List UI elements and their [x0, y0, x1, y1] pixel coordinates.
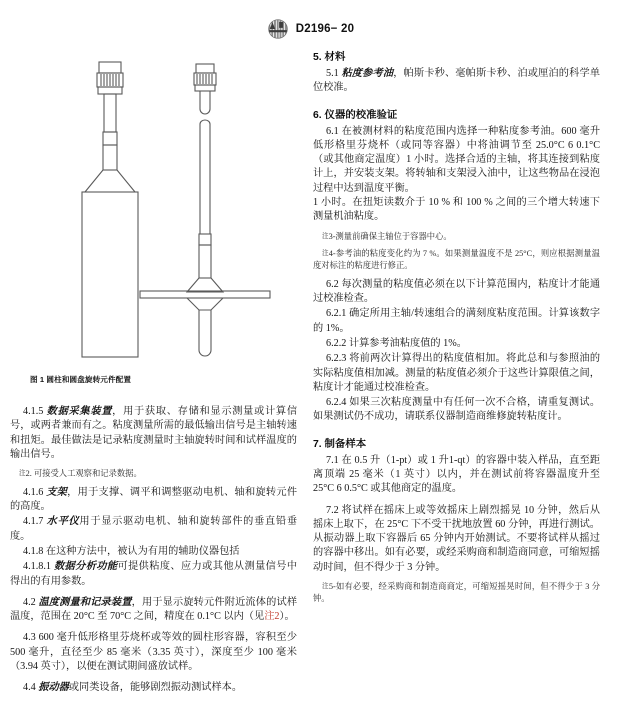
right-column [305, 46, 600, 697]
page-body [0, 46, 621, 697]
para-text-4-1-6: ，用于支撑、调平和调整驱动电机、轴和旋转元件的高度。 [10, 486, 298, 513]
para-number-6-2-2: 6.2.2 [326, 338, 347, 349]
para-term-4-1-8-1: 数据分析功能 [53, 561, 118, 573]
para-term-4-1-7: 水平仪 [46, 516, 80, 528]
para-number-4-2: 4.2 [23, 596, 36, 608]
para-number-7-2: 7.2 [326, 504, 339, 516]
para-term-4-1-6: 支架 [46, 486, 68, 498]
para-number-4-1-5: 4.1.5 [23, 406, 44, 417]
para-text-4-1-8: 在这种方法中，被认为有用的辅助仪器包括 [45, 546, 240, 558]
para-text-4-2-after: ）。 [279, 611, 295, 623]
para-text-6-1b: 1 小时。在扭矩读数介于 10 % 和 100 % 之间的三个增大转速下测量机油粘度。 [313, 196, 600, 223]
para-number-6-2-3: 6.2.3 [326, 353, 347, 365]
paragraph-4-2 [10, 596, 297, 625]
figure-text-spacer [10, 385, 297, 405]
para-number-6-2-4: 6.2.4 [326, 397, 347, 409]
disc-spindle [140, 64, 270, 356]
para-text-6-2-2: 计算参考油粘度值的 1%。 [348, 338, 467, 349]
section-heading-7: 7. 制备样本 [313, 438, 367, 450]
note-3 [313, 231, 600, 243]
note-2-link[interactable]: 注2 [264, 611, 280, 623]
para-text-5-1: ，帕斯卡秒、毫帕斯卡秒、泊或厘泊的科学单位校准。 [313, 68, 601, 94]
para-number-4-3: 4.3 [23, 632, 36, 644]
para-text-4-1-8-1: 可提供粘度、应力或其他从测量信号中得出的有用参数。 [10, 561, 298, 587]
note-text-4: 4-参考油的粘度变化约为 7 %。如果测量温度不是 25°C，则应根据测量温度对标注的粘度进行修正。 [313, 249, 600, 271]
section-heading-5: 5. 材料 [313, 52, 346, 63]
paragraph-7-2 [313, 504, 600, 575]
para-term-4-2: 温度测量和记录装置 [38, 596, 132, 608]
para-number-4-1-7: 4.1.7 [23, 516, 44, 528]
para-text-6-2-3: 将前两次计算得出的粘度值相加。将此总和与参照油的实际粘度值相加减。测量的粘度值必须介于这些计算限值之间，粘度计才能通过校准检查。 [313, 353, 601, 393]
note-text-5: 5-如有必要，经采购商和制造商商定，可缩短摇晃时间，但不得少于 3 分钟。 [313, 581, 601, 603]
para-text-4-2: ，用于显示旋转元件附近流体的试样温度，范围在 20°C 至 70°C 之间，精度在 0.1°C 以内（见 [10, 596, 298, 623]
para-number-5-1: 5.1 [326, 68, 339, 79]
note-tag-3: 注 [322, 232, 329, 240]
para-text-4-3: 600 毫升低形格里芬烧杯或等效的圆柱形容器，容积至少 500 毫升，直径至少 85 毫米（3.35 英寸），深度至少 100 毫米（3.94 英寸），以便在测试期间盛放试样。 [10, 632, 298, 672]
paragraph-6-1 [313, 125, 600, 196]
para-number-6-1: 6.1 [326, 125, 339, 137]
left-column [10, 46, 305, 697]
paragraph-4-1-8-1 [10, 560, 297, 589]
page-header [0, 0, 621, 46]
paragraph-4-3 [10, 631, 297, 674]
paragraph-6-1-continued [313, 196, 600, 225]
para-number-4-1-6: 4.1.6 [23, 486, 44, 498]
paragraph-6-2 [313, 278, 600, 307]
para-term-4-4: 振动器 [38, 682, 69, 694]
document-designation: D2196− 20 [295, 23, 355, 35]
para-number-7-1: 7.1 [326, 454, 339, 466]
paragraph-4-1-7 [10, 515, 297, 544]
figure-caption: 图 1 圆柱和圆盘旋转元件配置 [30, 375, 132, 384]
para-text-6-2: 每次测量的粘度值必须在以下计算范围内，粘度计才能通过校准检查。 [313, 278, 601, 305]
section-heading-6: 6. 仪器的校准验证 [313, 109, 398, 121]
paragraph-7-1 [313, 454, 600, 497]
para-number-4-4: 4.4 [23, 682, 36, 694]
para-number-6-2-1: 6.2.1 [326, 308, 347, 320]
para-text-7-2: 将试样在摇床上或等效摇床上剧烈摇晃 10 分钟，然后从摇床上取下，在 25°C 下不受干扰地放置 60 分钟，再进行测试。从振动器上取下容器后 65 分钟内开始测试。不要将试样从摇过的容器中移出。如有必要，或经采购商和制造商同意，可缩短摇动时间，但不得少于 3 分钟。 [313, 504, 601, 573]
para-text-4-1-5: ，用于获取、存储和显示测量或计算信号，或两者兼而有之。粘度测量所需的最低输出信号是主轴转速和扭矩。最佳做法是记录粘度测量时主轴旋转时间和试样温度的输出信号。 [10, 406, 298, 460]
paragraph-4-4 [10, 681, 297, 695]
note-tag-2: 注 [19, 470, 26, 478]
cylinder-spindle [82, 62, 138, 357]
paragraph-6-2-2 [313, 337, 600, 351]
note-tag-5: 注 [322, 582, 329, 590]
note-4 [313, 248, 600, 272]
astm-logo-icon [267, 18, 289, 40]
para-number-4-1-8-1: 4.1.8.1 [23, 561, 52, 573]
para-number-6-2: 6.2 [326, 278, 339, 290]
paragraph-4-1-8 [10, 545, 297, 559]
para-text-6-1: 在被测材料的粘度范围内选择一种粘度参考油。600 毫升低形格里芬烧杯（或同等容器）中将油调节至 25.0°C 6 0.1°C（或其他商定温度）1 小时。选择合适的主轴，将其连接到粘度计上，并安装支架。将转轴和支架浸入油中，让这些物品在浸泡过程中达到温度平衡。 [313, 125, 601, 194]
paragraph-6-2-4 [313, 396, 600, 425]
paragraph-4-1-6 [10, 486, 297, 515]
para-text-6-2-4: 如果三次粘度测量中有任何一次不合格，请重复测试。如果测试仍不成功，请联系仪器制造商维修旋转粘度计。 [313, 397, 601, 423]
rotational-element-configuration-figure [19, 52, 289, 370]
note-text-3: 3-测量前确保主轴位于容器中心。 [328, 231, 452, 241]
para-text-4-1-7: 用于显示驱动电机、轴和旋转部件的垂直铅垂度。 [10, 516, 298, 542]
note-text-2: 2. 可接受人工观察和记录数据。 [25, 469, 142, 479]
para-text-7-1: 在 0.5 升（1-pt）或 1 升1-qt）的容器中装入样品，直至距离顶端 25 毫米（1 英寸）以内，并在测试前将容器温度升至 25°C 6 0.5°C 或其他商定的温度。 [313, 454, 601, 495]
para-term-4-1-5: 数据采集装置 [46, 406, 113, 417]
paragraph-4-1-5 [10, 405, 297, 462]
para-number-4-1-8: 4.1.8 [23, 546, 44, 558]
paragraph-5-1 [313, 67, 600, 96]
note-tag-4: 注 [322, 250, 329, 258]
note-2 [10, 468, 297, 480]
paragraph-6-2-3 [313, 352, 600, 395]
paragraph-6-2-1 [313, 307, 600, 336]
para-term-5-1: 粘度参考油 [341, 68, 394, 79]
para-text-4-4: 或同类设备，能够剧烈振动测试样本。 [68, 682, 243, 694]
note-5 [313, 581, 600, 605]
para-text-6-2-1: 确定所用主轴/转速组合的满刻度粘度范围。计算该数字的 1%。 [313, 308, 601, 334]
figure-1 [10, 46, 297, 385]
